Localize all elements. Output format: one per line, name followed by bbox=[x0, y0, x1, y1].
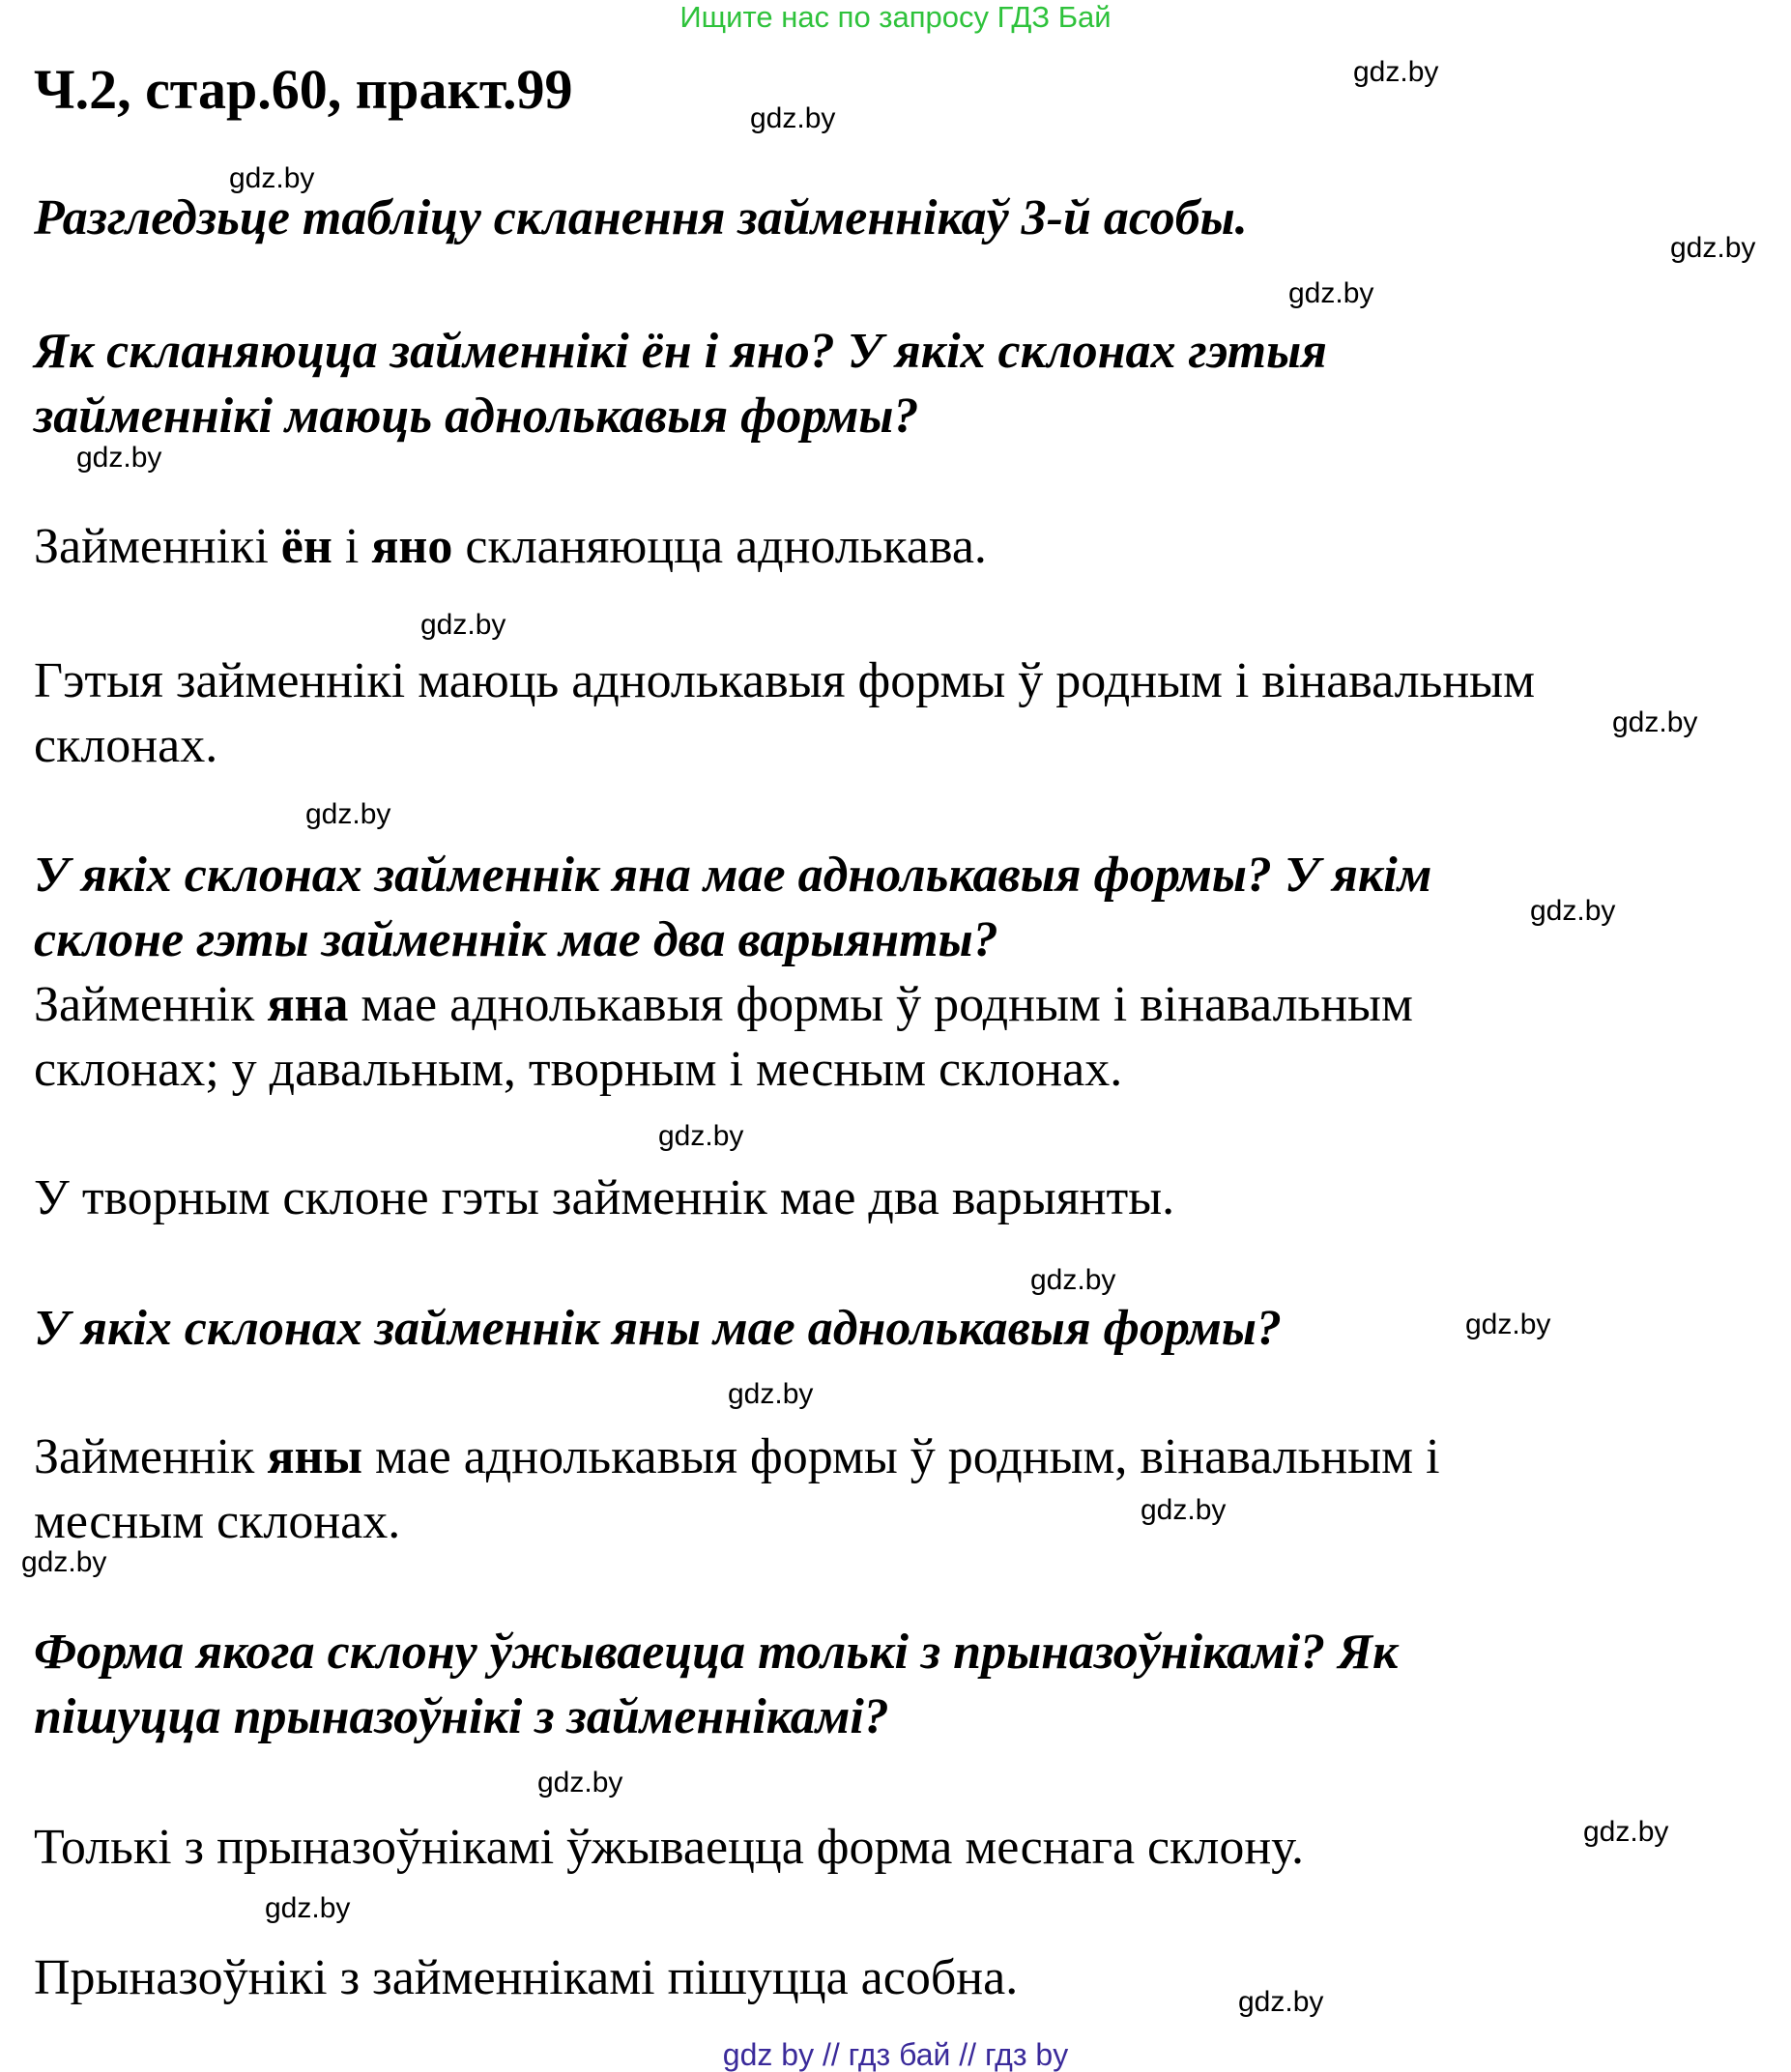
answer-2-paragraph-2-line-2: склонах. bbox=[34, 718, 218, 773]
watermark: gdz.by bbox=[420, 609, 506, 641]
answer-4-text: мае аднолькавыя формы ў родным, вінавальным і bbox=[362, 1429, 1440, 1484]
watermark: gdz.by bbox=[265, 1892, 351, 1924]
answer-3-paragraph-2: У творным склоне гэты займеннік мае два варыянты. bbox=[34, 1170, 1175, 1225]
watermark: gdz.by bbox=[658, 1120, 744, 1152]
watermark: gdz.by bbox=[1288, 277, 1374, 309]
watermark: gdz.by bbox=[1353, 56, 1439, 88]
watermark: gdz.by bbox=[1583, 1816, 1669, 1848]
answer-5-paragraph-2: Прыназоўнікі з займеннікамі пішуцца асобна. bbox=[34, 1950, 1019, 2005]
answer-2-paragraph-1 bbox=[34, 514, 987, 579]
question-1: Разгледзьце табліцу скланення займеннікаў 3-й асобы. bbox=[34, 190, 1248, 245]
question-2-line-1: Як скланяюцца займеннікі ён і яно? У якіх склонах гэтыя bbox=[34, 324, 1327, 379]
watermark: gdz.by bbox=[1141, 1494, 1227, 1526]
question-5-line-2: пішуцца прыназоўнікі з займеннікамі? bbox=[34, 1689, 889, 1744]
answer-2-bold-pronoun: ён bbox=[280, 519, 332, 574]
question-4: У якіх склонах займеннік яны мае аднолькавыя формы? bbox=[34, 1301, 1283, 1356]
watermark: gdz.by bbox=[305, 798, 391, 830]
answer-4-bold-pronoun: яны bbox=[267, 1429, 363, 1484]
answer-3-paragraph-1-line-1 bbox=[34, 972, 1413, 1037]
watermark: gdz.by bbox=[1612, 706, 1698, 738]
watermark: gdz.by bbox=[229, 162, 315, 194]
watermark: gdz.by bbox=[1030, 1264, 1116, 1296]
answer-3-bold-pronoun: яна bbox=[267, 977, 349, 1032]
answer-4-text: Займеннік bbox=[34, 1429, 268, 1484]
question-2-line-2: займеннікі маюць аднолькавыя формы? bbox=[34, 388, 919, 444]
watermark: gdz.by bbox=[1670, 232, 1756, 264]
watermark: gdz.by bbox=[1465, 1309, 1551, 1340]
question-5-line-1: Форма якога склону ўжываецца толькі з прыназоўнікамі? Як bbox=[34, 1625, 1399, 1680]
answer-3-text: Займеннік bbox=[34, 977, 268, 1032]
answer-2-bold-pronoun: яно bbox=[371, 519, 453, 574]
watermark: gdz.by bbox=[728, 1378, 814, 1410]
answer-4-line-1 bbox=[34, 1424, 1440, 1489]
watermark: gdz.by bbox=[1238, 1986, 1324, 2018]
page-title: Ч.2, стар.60, практ.99 bbox=[34, 58, 573, 121]
answer-3-text: мае аднолькавыя формы ў родным і вінавальным bbox=[348, 977, 1413, 1032]
top-banner: Ищите нас по запросу ГДЗ Бай bbox=[679, 0, 1112, 34]
answer-2-paragraph-2-line-1: Гэтыя займеннікі маюць аднолькавыя формы ў родным і вінавальным bbox=[34, 653, 1536, 708]
answer-4-line-2: месным склонах. bbox=[34, 1494, 401, 1549]
answer-2-text: скланяюцца аднолькава. bbox=[452, 519, 987, 574]
question-3-line-2: склоне гэты займеннік мае два варыянты? bbox=[34, 912, 998, 967]
question-3-line-1: У якіх склонах займеннік яна мае аднолькавыя формы? У якім bbox=[34, 848, 1432, 903]
watermark: gdz.by bbox=[21, 1546, 107, 1578]
answer-3-paragraph-1-line-2: склонах; у давальным, творным і месным склонах. bbox=[34, 1042, 1123, 1097]
watermark: gdz.by bbox=[750, 102, 836, 134]
answer-2-text: і bbox=[332, 519, 372, 574]
answer-5-paragraph-1: Толькі з прыназоўнікамі ўжываецца форма меснага склону. bbox=[34, 1820, 1304, 1875]
watermark: gdz.by bbox=[537, 1767, 623, 1799]
footer-links: gdz by // гдз бай // гдз by bbox=[722, 2037, 1069, 2072]
answer-2-text: Займеннікі bbox=[34, 519, 281, 574]
watermark: gdz.by bbox=[1530, 895, 1616, 927]
watermark: gdz.by bbox=[76, 442, 162, 474]
